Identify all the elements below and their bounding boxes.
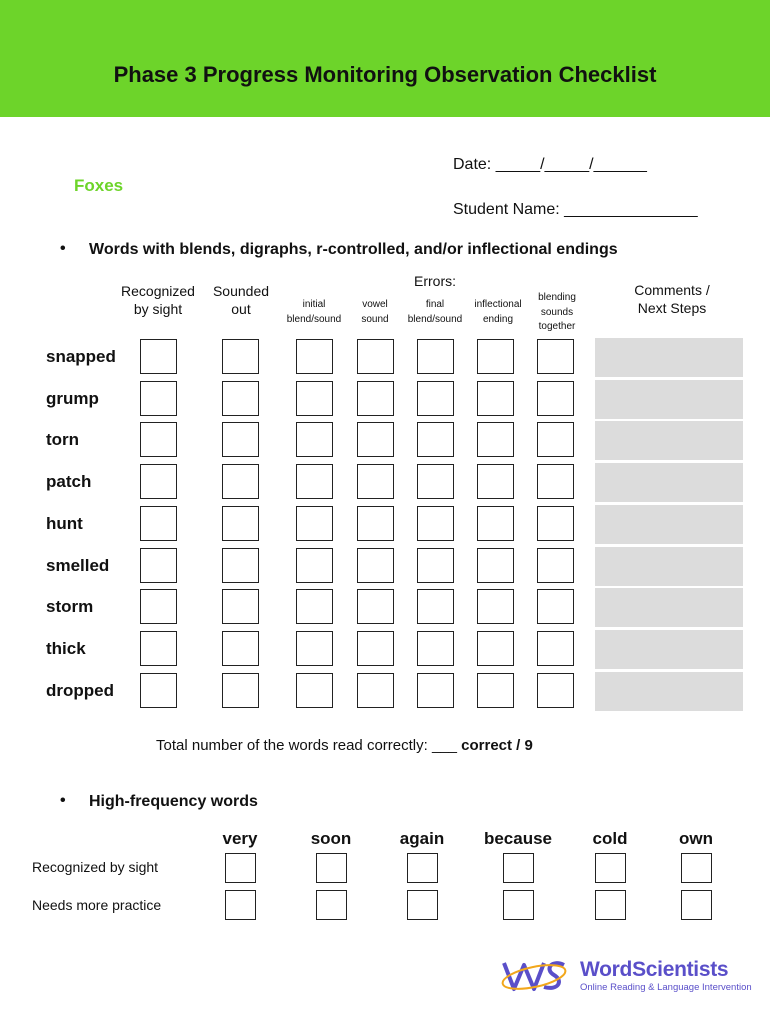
checkbox-vowel[interactable] [357, 589, 394, 624]
word-label: smelled [46, 555, 110, 575]
checkbox-final[interactable] [417, 548, 454, 583]
checkbox-recognized[interactable] [140, 589, 177, 624]
word-label: snapped [46, 347, 116, 366]
checkbox-initial[interactable] [296, 589, 333, 624]
checkbox-sounded[interactable] [222, 464, 259, 499]
checkbox-blending[interactable] [537, 422, 574, 457]
checkbox-recognized[interactable] [140, 381, 177, 416]
checkbox-inflectional[interactable] [477, 381, 514, 416]
total-suffix: correct / 9 [461, 737, 533, 754]
wordscientists-logo-icon [500, 955, 570, 995]
hf-checkbox-practice[interactable] [595, 890, 626, 920]
checkbox-vowel[interactable] [357, 506, 394, 541]
checkbox-inflectional[interactable] [477, 464, 514, 499]
checkbox-final[interactable] [417, 381, 454, 416]
checkbox-sounded[interactable] [222, 589, 259, 624]
hf-word: very [222, 829, 258, 848]
hf-checkbox-practice[interactable] [681, 890, 712, 920]
comment-field[interactable] [595, 588, 743, 627]
checkbox-blending[interactable] [537, 589, 574, 624]
total-correct [156, 737, 533, 754]
comment-field[interactable] [595, 463, 743, 502]
word-label: grump [46, 388, 99, 408]
checkbox-inflectional[interactable] [477, 673, 514, 708]
checkbox-vowel[interactable] [357, 422, 394, 457]
checkbox-final[interactable] [417, 673, 454, 708]
comment-field[interactable] [595, 338, 743, 377]
word-label: patch [46, 472, 92, 492]
word-label: storm [46, 597, 94, 617]
checkbox-recognized[interactable] [140, 464, 177, 499]
hf-checkbox-recognized[interactable] [407, 853, 438, 883]
word-label: hunt [46, 513, 83, 533]
checkbox-blending[interactable] [537, 673, 574, 708]
logo-name: WordScientists [580, 958, 729, 981]
checkbox-sounded[interactable] [222, 673, 259, 708]
checkbox-initial[interactable] [296, 631, 333, 666]
comment-field[interactable] [595, 672, 743, 711]
checkbox-inflectional[interactable] [477, 339, 514, 374]
col-header-recognized: Recognized by sight [121, 283, 195, 318]
total-label: Total number of the words read correctly: ___ [156, 737, 462, 754]
checkbox-recognized[interactable] [140, 631, 177, 666]
checkbox-final[interactable] [417, 631, 454, 666]
col-header-sounded: Sounded out [212, 283, 270, 318]
hf-checkbox-recognized[interactable] [316, 853, 347, 883]
checkbox-blending[interactable] [537, 631, 574, 666]
checkbox-inflectional[interactable] [477, 506, 514, 541]
checkbox-recognized[interactable] [140, 422, 177, 457]
checkbox-initial[interactable] [296, 339, 333, 374]
checkbox-final[interactable] [417, 339, 454, 374]
hf-checkbox-recognized[interactable] [681, 853, 712, 883]
hf-word: cold [592, 829, 628, 848]
col-header-comments: Comments / Next Steps [634, 282, 710, 317]
errors-label: Errors: [414, 273, 456, 289]
checkbox-sounded[interactable] [222, 631, 259, 666]
hf-checkbox-practice[interactable] [225, 890, 256, 920]
checkbox-recognized[interactable] [140, 506, 177, 541]
checkbox-final[interactable] [417, 422, 454, 457]
col-header-initial: initial blend/sound [286, 299, 342, 325]
checkbox-vowel[interactable] [357, 339, 394, 374]
section-heading-words-text: Words with blends, digraphs, r-controlled, and/or inflectional endings [89, 241, 618, 258]
checkbox-initial[interactable] [296, 464, 333, 499]
checkbox-blending[interactable] [537, 339, 574, 374]
checkbox-vowel[interactable] [357, 464, 394, 499]
comment-field[interactable] [595, 505, 743, 544]
checkbox-initial[interactable] [296, 422, 333, 457]
hf-word: again [399, 829, 445, 848]
hf-checkbox-recognized[interactable] [503, 853, 534, 883]
comment-field[interactable] [595, 380, 743, 419]
date-field[interactable]: Date: _____/_____/______ [453, 156, 647, 173]
checkbox-recognized[interactable] [140, 673, 177, 708]
comment-field[interactable] [595, 547, 743, 586]
checkbox-final[interactable] [417, 506, 454, 541]
checkbox-inflectional[interactable] [477, 548, 514, 583]
checkbox-initial[interactable] [296, 673, 333, 708]
checkbox-inflectional[interactable] [477, 631, 514, 666]
section-heading-hf-text: High-frequency words [89, 793, 258, 810]
checkbox-sounded[interactable] [222, 381, 259, 416]
checkbox-blending[interactable] [537, 548, 574, 583]
hf-checkbox-practice[interactable] [503, 890, 534, 920]
checkbox-initial[interactable] [296, 548, 333, 583]
checkbox-inflectional[interactable] [477, 589, 514, 624]
checkbox-blending[interactable] [537, 506, 574, 541]
hf-word: soon [310, 829, 352, 848]
col-header-final: final blend/sound [407, 299, 463, 325]
word-label: dropped [46, 680, 114, 700]
comment-field[interactable] [595, 630, 743, 669]
hf-checkbox-recognized[interactable] [225, 853, 256, 883]
page-title: Phase 3 Progress Monitoring Observation Checklist [113, 62, 657, 87]
hf-row-label-practice: Needs more practice [32, 897, 162, 913]
checkbox-final[interactable] [417, 589, 454, 624]
checkbox-sounded[interactable] [222, 506, 259, 541]
col-header-blending: blending sounds together [538, 292, 576, 332]
checkbox-inflectional[interactable] [477, 422, 514, 457]
hf-word: because [483, 829, 553, 848]
checkbox-vowel[interactable] [357, 548, 394, 583]
comment-field[interactable] [595, 421, 743, 460]
checkbox-sounded[interactable] [222, 422, 259, 457]
checkbox-sounded[interactable] [222, 339, 259, 374]
checkbox-recognized[interactable] [140, 339, 177, 374]
checkbox-recognized[interactable] [140, 548, 177, 583]
logo-tagline: Online Reading & Language Intervention [580, 982, 752, 993]
checkbox-vowel[interactable] [357, 673, 394, 708]
checkbox-blending[interactable] [537, 381, 574, 416]
hf-checkbox-practice[interactable] [407, 890, 438, 920]
checkbox-blending[interactable] [537, 464, 574, 499]
hf-row-label-recognized: Recognized by sight [32, 859, 159, 875]
hf-checkbox-recognized[interactable] [595, 853, 626, 883]
checkbox-vowel[interactable] [357, 631, 394, 666]
checkbox-initial[interactable] [296, 381, 333, 416]
checkbox-final[interactable] [417, 464, 454, 499]
word-label: torn [46, 430, 80, 450]
header-banner [0, 0, 770, 117]
student-name-field[interactable]: Student Name: _______________ [453, 201, 698, 218]
hf-checkbox-practice[interactable] [316, 890, 347, 920]
hf-word: own [679, 829, 713, 848]
col-header-vowel: vowel sound [361, 299, 389, 325]
checkbox-sounded[interactable] [222, 548, 259, 583]
col-header-inflectional: inflectional ending [474, 299, 522, 325]
group-name: Foxes [74, 176, 124, 195]
checkbox-initial[interactable] [296, 506, 333, 541]
word-label: thick [46, 638, 86, 658]
checkbox-vowel[interactable] [357, 381, 394, 416]
